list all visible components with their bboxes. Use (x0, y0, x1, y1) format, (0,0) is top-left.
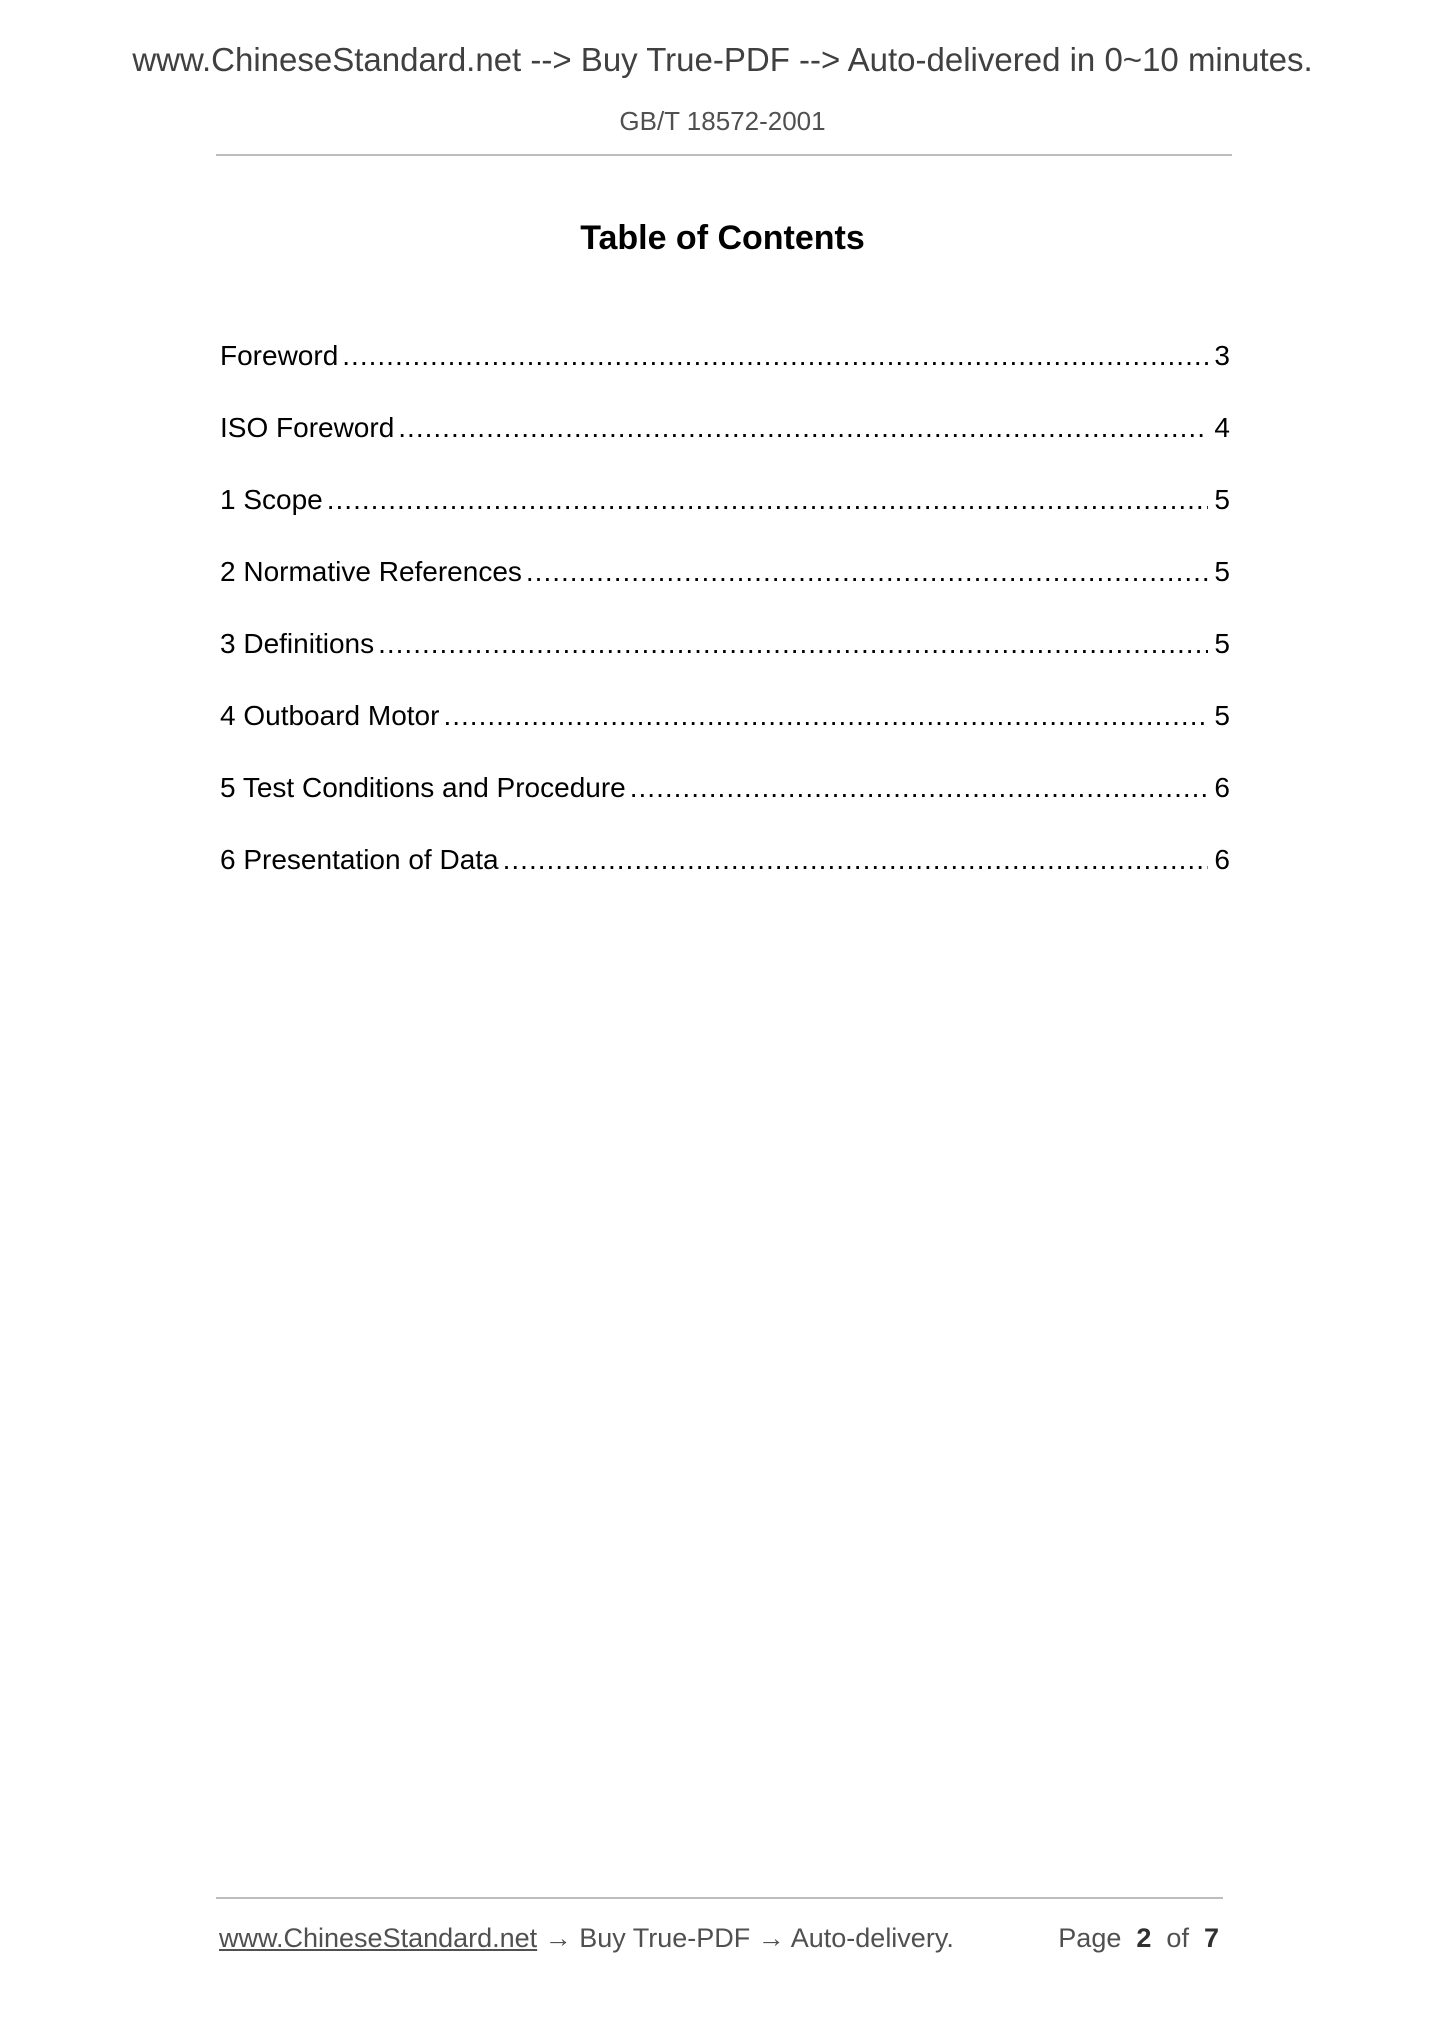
page-total: 7 (1203, 1923, 1219, 1953)
toc-entry-label: ISO Foreword (220, 412, 395, 443)
toc-entry-label: 1 Scope (220, 484, 323, 515)
toc-leader-dots (503, 840, 1209, 880)
footer-divider (216, 1897, 1223, 1899)
toc-leader-dots (342, 336, 1208, 376)
toc-title: Table of Contents (580, 219, 865, 257)
toc-leader-dots (398, 408, 1208, 448)
page-word: Page (1058, 1923, 1122, 1953)
of-word: of (1166, 1923, 1189, 1953)
toc-entry-page: 5 (1214, 484, 1230, 515)
toc-entry-label: Foreword (220, 340, 339, 371)
toc-entry-page: 4 (1214, 412, 1230, 443)
toc-entry-label: 2 Normative References (220, 556, 522, 587)
page-footer (219, 1918, 1223, 1958)
toc-entry-page: 6 (1214, 772, 1230, 803)
toc-entry-outboard-motor[interactable] (220, 696, 1230, 768)
toc-entry-page: 5 (1214, 628, 1230, 659)
page-current: 2 (1136, 1923, 1152, 1953)
toc-leader-dots (327, 480, 1209, 520)
toc-entry-iso-foreword[interactable] (220, 408, 1230, 480)
toc-entry-page: 3 (1214, 340, 1230, 371)
footer-tagline: → Buy True-PDF → Auto-delivery. (537, 1923, 954, 1953)
toc-entry-foreword[interactable] (220, 336, 1230, 408)
footer-site-link[interactable]: www.ChineseStandard.net (219, 1923, 538, 1953)
toc-entry-scope[interactable] (220, 480, 1230, 552)
toc-entry-normative-references[interactable] (220, 552, 1230, 624)
toc-leader-dots (630, 768, 1209, 808)
footer-promo (219, 1918, 954, 1958)
page-number (1058, 1918, 1219, 1958)
toc-entry-page: 5 (1214, 556, 1230, 587)
toc-entry-page: 6 (1214, 844, 1230, 875)
toc-entry-definitions[interactable] (220, 624, 1230, 696)
toc-entry-presentation-of-data[interactable] (220, 840, 1230, 912)
toc-entry-page: 5 (1214, 700, 1230, 731)
header-divider (216, 154, 1232, 156)
toc-leader-dots (526, 552, 1209, 592)
toc-leader-dots (378, 624, 1208, 664)
toc-entry-label: 5 Test Conditions and Procedure (220, 772, 626, 803)
toc-entry-label: 4 Outboard Motor (220, 700, 440, 731)
toc-entry-test-conditions[interactable] (220, 768, 1230, 840)
toc-entry-label: 3 Definitions (220, 628, 375, 659)
document-code: GB/T 18572-2001 (619, 106, 826, 136)
top-banner: www.ChineseStandard.net --> Buy True-PDF --> Auto-delivered in 0~10 minutes. (132, 41, 1313, 78)
toc-leader-dots (443, 696, 1208, 736)
toc-entry-label: 6 Presentation of Data (220, 844, 499, 875)
toc-list (220, 336, 1230, 912)
